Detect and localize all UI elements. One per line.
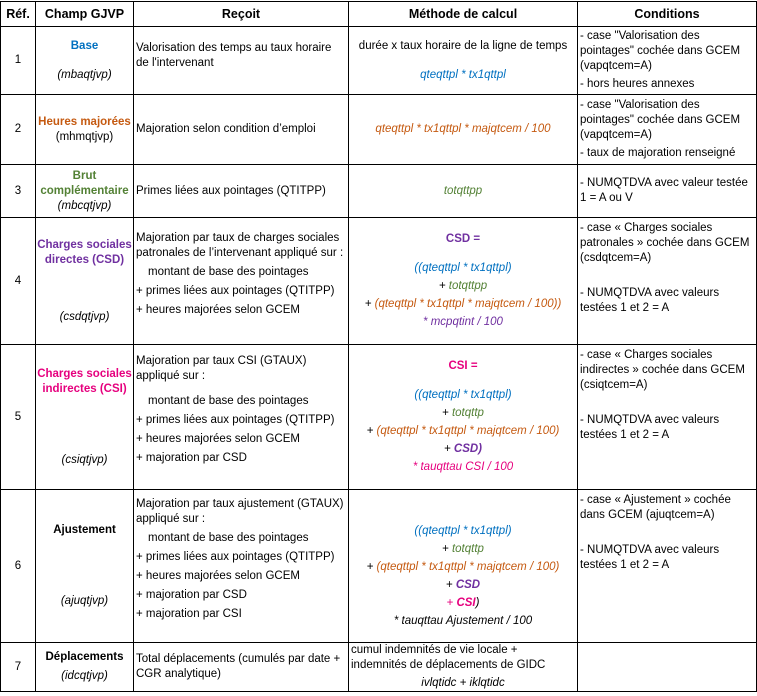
methode-formula-line: ((qteqttpl * tx1qttpl) (414, 524, 512, 537)
formula-term: (qteqttpl * tx1qttpl * majqtcem / 100) (376, 425, 560, 437)
champ-cell (36, 490, 134, 643)
formula-term: totqttp (451, 407, 484, 419)
formula-operator: + (366, 425, 377, 437)
formula-term: (qteqttpl * tx1qttpl * majqtcem / 100) (376, 560, 560, 573)
methode-formula-line (351, 578, 575, 593)
conditions-cell (578, 345, 757, 490)
champ-code: (mbcqtjvp) (57, 199, 112, 212)
condition-item: - NUMQTDVA avec valeurs testées 1 et 2 = A (580, 414, 720, 441)
champ-name: Ajustement (53, 524, 116, 536)
table-row (1, 27, 757, 95)
recoit-item: + majoration par CSD (136, 452, 247, 464)
condition-item: - case « Ajustement » cochée dans GCEM (ajuqtcem=A) (580, 494, 731, 521)
formula-term: totqttp (451, 542, 484, 555)
recoit-item: + primes liées aux pointages (QTITPP) (136, 550, 335, 563)
champ-name: Déplacements (45, 651, 124, 663)
recoit-cell (134, 165, 349, 218)
condition-item: - NUMQTDVA avec valeurs testées 1 et 2 = A (580, 544, 720, 571)
champ-cell (36, 95, 134, 165)
formula-operator: + (442, 407, 452, 419)
recoit-text: Majoration par taux ajustement (GTAUX) appliqué sur : (136, 497, 344, 525)
header-ref: Réf. (1, 2, 36, 27)
champ-code: (csdqtjvp) (59, 310, 110, 323)
recoit-item: + heures majorées selon GCEM (136, 303, 300, 316)
methode-formula: ivlqtidc + iklqtidc (421, 677, 505, 689)
formula-suffix: ) (475, 596, 480, 609)
ref-cell: 4 (1, 218, 36, 345)
methode-formula-line (351, 406, 575, 421)
champ-name: Brut complémentaire (40, 169, 129, 197)
methode-formula-line (351, 560, 575, 575)
recoit-cell (134, 345, 349, 490)
champ-cell (36, 345, 134, 490)
recoit-item: + heures majorées selon GCEM (136, 433, 300, 445)
recoit-item: montant de base des pointages (148, 395, 309, 407)
recoit-cell (134, 218, 349, 345)
champ-code: (mbaqtjvp) (57, 68, 112, 81)
champ-name: Charges sociales directes (CSD) (37, 238, 132, 266)
formula-term: (qteqttpl * tx1qttpl * majqtcem / 100)) (374, 298, 562, 310)
formula-term: totqttpp (448, 280, 488, 292)
methode-formula-line (351, 424, 575, 439)
formula-term: CSD) (453, 443, 483, 455)
recoit-text: Majoration par taux CSI (GTAUX) appliqué sur : (136, 355, 307, 382)
methode-text: cumul indemnités de vie locale + indemnités de déplacements de GIDC (351, 644, 546, 671)
conditions-cell (578, 165, 757, 218)
methode-cell (349, 95, 578, 165)
methode-formula-line (351, 279, 575, 294)
champ-cell (36, 165, 134, 218)
table-row (1, 643, 757, 692)
condition-item: - case "Valorisation des pointages" cochée dans GCEM (vapqtcem=A) (580, 30, 741, 72)
recoit-item: + heures majorées selon GCEM (136, 569, 300, 582)
recoit-item: + majoration par CSI (136, 607, 242, 620)
methode-formula-line (351, 542, 575, 557)
ref-cell: 3 (1, 165, 36, 218)
table-row (1, 165, 757, 218)
conditions-cell (578, 218, 757, 345)
methode-text: durée x taux horaire de la ligne de temps (358, 39, 568, 52)
formula-operator: + (446, 596, 457, 609)
methode-formula-line: ((qteqttpl * tx1qttpl) (414, 262, 512, 274)
recoit-text: Total déplacements (cumulés par date + CGR analytique) (136, 653, 341, 680)
champ-name: Base (70, 39, 99, 52)
header-recoit: Reçoit (134, 2, 349, 27)
champ-cell (36, 218, 134, 345)
methode-formula-line (351, 297, 575, 312)
methode-formula: qteqttpl * tx1qttpl * majqtcem / 100 (375, 123, 551, 135)
champ-code: (csiqtjvp) (61, 453, 108, 466)
methode-formula-line: * mcpqtint / 100 (423, 316, 503, 328)
recoit-item: + majoration par CSD (136, 588, 247, 601)
table-row (1, 490, 757, 643)
methode-cell (349, 345, 578, 490)
condition-item: - case « Charges sociales indirectes » cochée dans GCEM (csiqtcem=A) (580, 349, 745, 391)
champ-cell (36, 27, 134, 95)
champ-cell (36, 643, 134, 692)
methode-cell (349, 490, 578, 643)
header-conditions: Conditions (578, 2, 757, 27)
methode-formula-line (351, 596, 575, 611)
condition-item: - taux de majoration renseigné (580, 147, 736, 159)
recoit-cell (134, 643, 349, 692)
formula-term: CSI (456, 596, 476, 609)
methode-formula: qteqttpl * tx1qttpl (420, 68, 506, 81)
champ-code: (ajuqtjvp) (60, 595, 109, 607)
methode-title: CSD = (445, 233, 481, 245)
formula-operator: + (438, 280, 449, 292)
recoit-text: Primes liées aux pointages (QTITPP) (136, 184, 326, 197)
conditions-cell (578, 95, 757, 165)
table-row (1, 95, 757, 165)
recoit-cell (134, 490, 349, 643)
formula-operator: + (364, 298, 375, 310)
methode-cell (349, 218, 578, 345)
table-row (1, 345, 757, 490)
recoit-item: montant de base des pointages (148, 531, 309, 544)
methode-formula-line: * tauqttau CSI / 100 (412, 461, 514, 473)
recoit-text: Majoration par taux de charges sociales patronales de l’intervenant appliqué sur : (136, 231, 344, 259)
methode-cell (349, 27, 578, 95)
champ-name: Heures majorées (38, 115, 131, 128)
recoit-text: Majoration selon condition d’emploi (136, 123, 316, 135)
header-methode: Méthode de calcul (349, 2, 578, 27)
methode-formula-line (351, 442, 575, 457)
header-row (1, 2, 757, 27)
methode-formula: totqttpp (443, 184, 483, 197)
ref-cell: 6 (1, 490, 36, 643)
ref-cell: 5 (1, 345, 36, 490)
condition-item: - NUMQTDVA avec valeur testée 1 = A ou V (580, 177, 748, 204)
condition-item: - case "Valorisation des pointages" cochée dans GCEM (vapqtcem=A) (580, 99, 741, 141)
calculation-table (0, 1, 757, 692)
champ-name: Charges sociales indirectes (CSI) (37, 367, 132, 395)
formula-operator: + (442, 542, 452, 555)
table-row (1, 218, 757, 345)
formula-operator: + (445, 578, 456, 591)
condition-item: - hors heures annexes (580, 78, 695, 90)
methode-cell (349, 643, 578, 692)
formula-operator: + (366, 560, 377, 573)
conditions-cell (578, 490, 757, 643)
methode-cell (349, 165, 578, 218)
formula-operator: + (443, 443, 454, 455)
recoit-item: + primes liées aux pointages (QTITPP) (136, 284, 335, 297)
condition-item: - NUMQTDVA avec valeurs testées 1 et 2 = A (580, 287, 720, 314)
recoit-item: + primes liées aux pointages (QTITPP) (136, 414, 335, 426)
recoit-cell (134, 27, 349, 95)
recoit-item: montant de base des pointages (148, 265, 309, 278)
methode-formula-line: * tauqttau Ajustement / 100 (393, 614, 533, 627)
champ-code: (idcqtjvp) (61, 670, 108, 682)
condition-item: - case « Charges sociales patronales » cochée dans GCEM (csdqtcem=A) (580, 222, 750, 264)
formula-term: CSD (455, 578, 481, 591)
champ-code: (mhmqtjvp) (55, 130, 114, 143)
ref-cell: 7 (1, 643, 36, 692)
methode-formula-line: ((qteqttpl * tx1qttpl) (414, 389, 512, 401)
recoit-text: Valorisation des temps au taux horaire de l'intervenant (136, 42, 332, 69)
header-champ: Champ GJVP (36, 2, 134, 27)
conditions-cell (578, 27, 757, 95)
ref-cell: 2 (1, 95, 36, 165)
recoit-cell (134, 95, 349, 165)
conditions-cell (578, 643, 757, 692)
methode-title: CSI = (448, 360, 478, 372)
ref-cell: 1 (1, 27, 36, 95)
